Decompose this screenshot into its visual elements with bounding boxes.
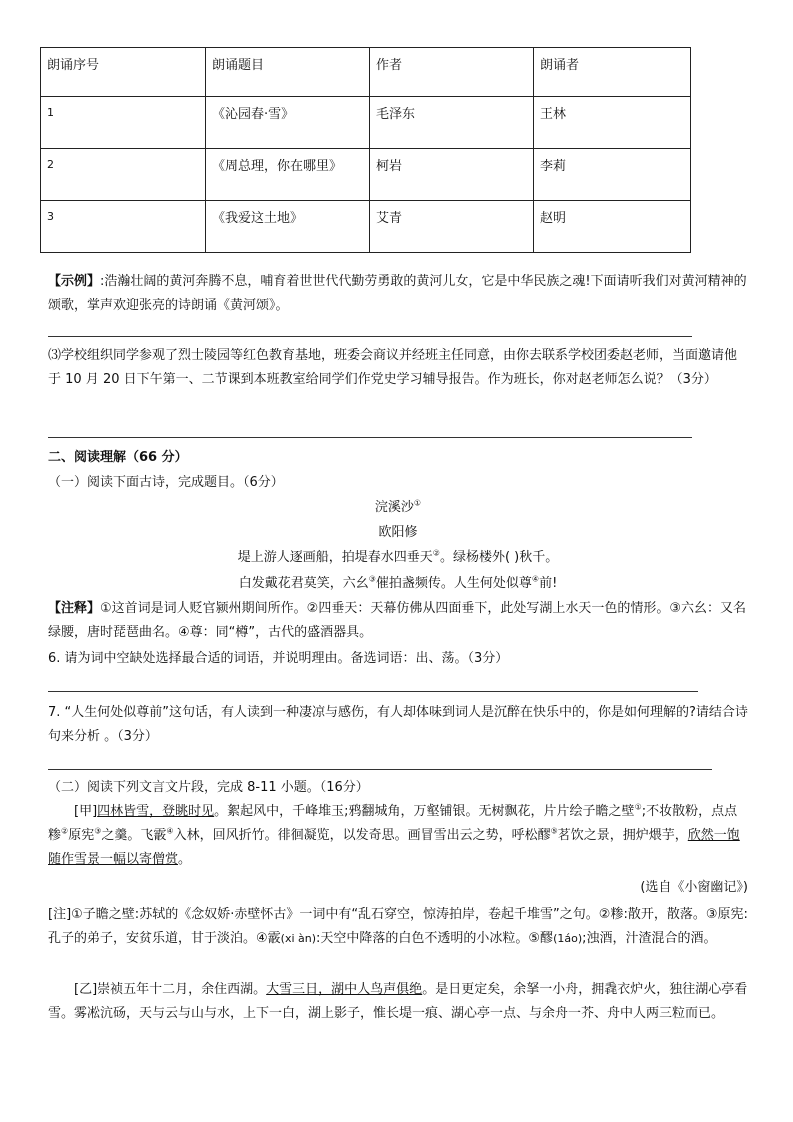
footnote-marker: ④ (531, 574, 540, 584)
table-cell: 王林 (534, 97, 691, 149)
poem-title-text: 浣溪沙 (374, 500, 414, 515)
question-7: 7. “人生何处似尊前”这句话，有人读到一种凄凉与感伤，有人却体味到词人是沉醉在快乐中的，你是如何理解的?请结合诗句来分析 。（3分） (48, 705, 748, 744)
table-row (41, 201, 691, 253)
question-6: 6. 请为词中空缺处选择最合适的词语，并说明理由。备选词语：出、荡。（3分） (48, 651, 509, 666)
header-cell: 朗诵者 (534, 48, 691, 97)
poem-text: 前! (539, 576, 558, 591)
table-cell: 3 (41, 201, 206, 253)
header-cell: 朗诵题目 (206, 48, 370, 97)
recitation-table (40, 47, 691, 253)
table-cell: 艾青 (370, 201, 534, 253)
passage-label: [乙] (74, 982, 98, 997)
table-row (41, 149, 691, 201)
poem-text: 催拍盏频传。人生何处似尊 (375, 576, 532, 591)
section-2-title: 二、阅读理解（66 分） (48, 450, 188, 465)
notes-label: 【注释】 (48, 601, 101, 616)
underlined-sentence: 欣然一饱随作雪景一幅以寄僧赏 (48, 828, 740, 867)
question-3 (48, 344, 748, 392)
notes-text: ;浊酒，汁渣混合的酒。 (582, 931, 717, 946)
header-cell: 朗诵序号 (41, 48, 206, 97)
table-cell: 《周总理，你在哪里》 (206, 149, 370, 201)
footnote-marker: ③ (368, 574, 376, 584)
passage-text: 入林，回风折竹。徘徊凝览，以发奇思。画冒雪出云之势，呼松醪 (173, 828, 551, 843)
poem-line-1 (48, 546, 748, 570)
passage-text: 原宪 (68, 828, 95, 843)
passage-text: 。 (178, 852, 192, 867)
table-cell: 赵明 (534, 201, 691, 253)
part-2-intro: （二）阅读下列文言文片段，完成 8-11 小题。（16分） (48, 780, 369, 795)
answer-line (48, 691, 698, 692)
footnote-marker: ① (413, 498, 422, 508)
answer-line (48, 769, 712, 770)
table-row (41, 97, 691, 149)
underlined-sentence: 四林皆雪，登眺时见 (97, 804, 215, 819)
answer-line (48, 336, 692, 337)
example-label: 【示例】 (48, 274, 101, 289)
poem-line-2 (48, 572, 748, 596)
poem-title (48, 496, 748, 520)
example-text: :浩瀚壮阔的黄河奔腾不息，哺育着世世代代勤劳勇敢的黄河儿女，它是中华民族之魂!下面请听我们对黄河精神的颂歌，掌声欢迎张亮的诗朗诵《黄河颂》。 (48, 274, 747, 313)
notes-text: :天空中降落的白色不透明的小冰粒。⑤醪 (316, 931, 554, 946)
question-3-score: （3分） (669, 372, 717, 387)
passage-text: ;不妆散粉，点点糁 (48, 804, 738, 843)
passage-text: 。絮起风中，千峰堆玉;鸦翻城角，万壑铺银。无树飘花，片片绘子瞻之壁 (214, 804, 635, 819)
passage-label: [甲] (74, 804, 98, 819)
table-cell: 柯岩 (370, 149, 534, 201)
table-cell: 《我爱这土地》 (206, 201, 370, 253)
table-cell: 《沁园春·雪》 (206, 97, 370, 149)
passage-jia (48, 800, 748, 872)
passage-text: 茗饮之景，拥炉煨芋， (557, 828, 688, 843)
table-cell: 毛泽东 (370, 97, 534, 149)
passage-text: 。是日更定矣，余拏一小舟，拥毳衣炉火，独往湖心亭看雪。雾凇沆砀，天与云与山与水，上下一白，湖上影子，惟长堤一痕、湖心亭一点、与余舟一芥、舟中人两三粒而已。 (48, 982, 748, 1021)
passage-text: 之羹。飞霰 (101, 828, 167, 843)
table-header-row (41, 48, 691, 97)
part-1-intro: （一）阅读下面古诗，完成题目。（6分） (48, 475, 284, 490)
passage-yi (48, 978, 748, 1026)
table-cell: 1 (41, 97, 206, 149)
underlined-sentence: 大雪三日，湖中人鸟声俱绝 (266, 982, 423, 997)
footnote-marker: ② (432, 548, 440, 558)
notes-text: ①这首词是词人贬官颍州期间所作。②四垂天：天幕仿佛从四面垂下，此处写湖上水天一色的情形。③六幺：又名绿腰，唐时琵琶曲名。④尊：同“樽”，古代的盛酒器具。 (48, 601, 746, 640)
poem-text: 白发戴花君莫笑，六幺 (238, 576, 369, 591)
passage-text: 崇祯五年十二月，余住西湖。 (97, 982, 267, 997)
poem-author: 欧阳修 (378, 525, 418, 540)
table-cell: 2 (41, 149, 206, 201)
notes-label: [注] (48, 907, 72, 922)
pinyin: (1áo) (553, 932, 583, 945)
poem-text: 堤上游人逐画船，拍堤春水四垂天 (237, 550, 433, 565)
footnote-marker: ③ (94, 826, 102, 836)
question-3-text: ⑶学校组织同学参观了烈士陵园等红色教育基地，班委会商议并经班主任同意，由你去联系学校团委赵老师，当面邀请他于 10 月 20 日下午第一、二节课到本班教室给同学们作党史学习辅导报告。作为班长，你对赵老师怎么说？ (48, 348, 738, 387)
footnote-marker: ① (634, 802, 642, 812)
notes-text: ①子瞻之壁:苏轼的《念奴娇·赤壁怀古》一词中有“乱石穿空，惊涛拍岸，卷起千堆雪”之句。②糁:散开，散落。③原宪:孔子的弟子，安贫乐道，甘于淡泊。④霰 (48, 907, 748, 946)
footnote-marker: ④ (166, 826, 174, 836)
footnote-marker: ② (61, 826, 69, 836)
header-cell: 作者 (370, 48, 534, 97)
answer-line (48, 437, 692, 438)
poem-notes (48, 597, 748, 645)
poem-text: 。绿杨楼外( )秋千。 (439, 550, 559, 565)
table-cell: 李莉 (534, 149, 691, 201)
example-paragraph (48, 270, 748, 318)
pinyin: (xi àn) (280, 932, 317, 945)
passage-source: (选自《小窗幽记》) (640, 880, 748, 895)
passage-jia-notes (48, 903, 748, 951)
footnote-marker: ⑤ (550, 826, 558, 836)
